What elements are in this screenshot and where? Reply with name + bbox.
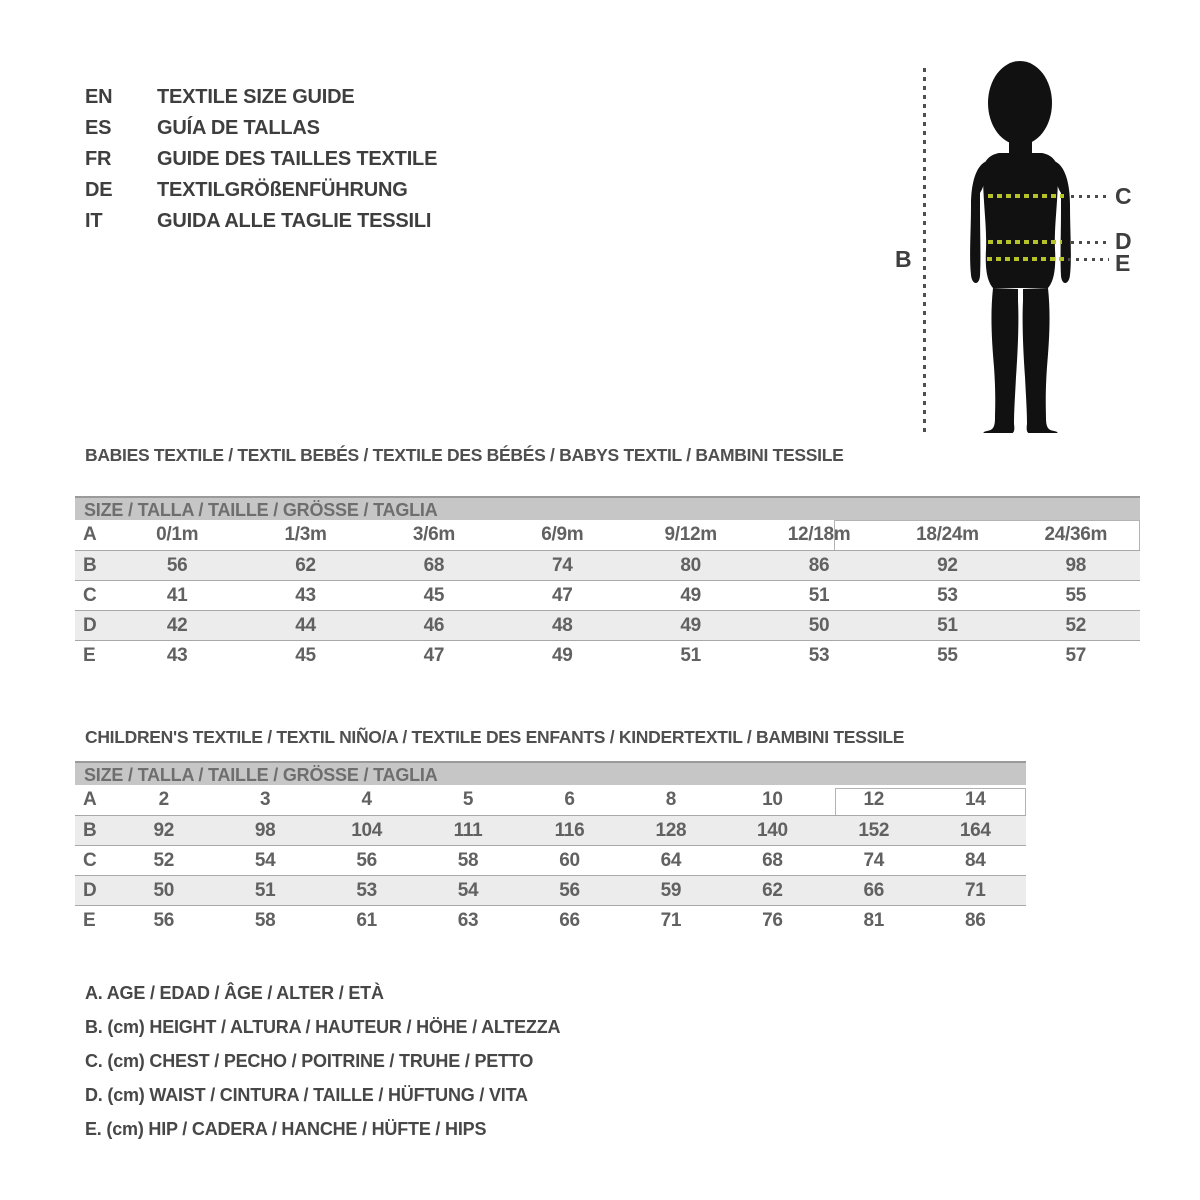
legend-hip: E. (cm) HIP / CADERA / HANCHE / HÜFTE / HIPS: [85, 1119, 487, 1139]
height-label: B: [895, 246, 912, 272]
size-value: 8: [665, 789, 677, 810]
size-value: 51: [254, 880, 276, 901]
chest-measure-line: [988, 194, 1064, 198]
size-value: 60: [559, 850, 580, 871]
size-table-row-D: [75, 610, 1140, 640]
hip-label: E: [1115, 250, 1131, 276]
row-label: A: [83, 789, 97, 810]
size-value: 49: [680, 585, 701, 606]
children-size-table: [75, 761, 1026, 935]
size-value: 66: [559, 910, 580, 931]
size-value: 10: [762, 789, 783, 810]
babies-table-rows: [75, 520, 1140, 670]
size-value: 14: [964, 789, 986, 810]
size-value: 58: [254, 910, 276, 931]
size-value: 62: [762, 880, 783, 901]
language-code: FR: [85, 148, 112, 170]
children-section-title: CHILDREN'S TEXTILE / TEXTIL NIÑO/A / TEXTILE DES ENFANTS / KINDERTEXTIL / BAMBINI TESSILE: [85, 727, 905, 747]
size-value: 3/6m: [412, 524, 455, 545]
size-table-header: SIZE / TALLA / TAILLE / GRÖSSE / TAGLIA: [75, 496, 1140, 520]
size-value: 1/3m: [284, 524, 327, 545]
language-row-es: [85, 113, 437, 144]
size-value: 55: [937, 645, 958, 666]
row-label: A: [83, 524, 97, 545]
size-value: 76: [762, 910, 783, 931]
size-value: 61: [356, 910, 377, 931]
size-value: 48: [552, 615, 573, 636]
row-label: C: [83, 850, 97, 871]
language-code: EN: [85, 86, 113, 108]
size-value: 42: [166, 615, 188, 636]
size-table-row-B: [75, 815, 1026, 845]
guide-title-it: GUIDA ALLE TAGLIE TESSILI: [157, 210, 432, 232]
size-table-row-B: [75, 550, 1140, 580]
size-table-row-A: [75, 520, 1140, 550]
legend-height: B. (cm) HEIGHT / ALTURA / HAUTEUR / HÖHE / ALTEZZA: [85, 1017, 561, 1037]
size-value: 86: [808, 555, 830, 576]
size-value: 6/9m: [541, 524, 584, 545]
size-value: 71: [964, 880, 986, 901]
size-table-row-C: [75, 580, 1140, 610]
size-value: 46: [423, 615, 445, 636]
waist-measure-line: [988, 240, 1062, 244]
language-code: DE: [85, 179, 113, 201]
size-value: 49: [552, 645, 573, 666]
babies-section-title: BABIES TEXTILE / TEXTIL BEBÉS / TEXTILE DES BÉBÉS / BABYS TEXTIL / BAMBINI TESSILE: [85, 445, 844, 465]
size-value: 3: [260, 789, 271, 810]
size-value: 62: [295, 555, 316, 576]
legend-chest: C. (cm) CHEST / PECHO / POITRINE / TRUHE / PETTO: [85, 1051, 534, 1071]
size-value: 18/24m: [916, 524, 979, 545]
size-value: 47: [423, 645, 445, 666]
size-value: 111: [453, 820, 483, 841]
size-value: 44: [295, 615, 316, 636]
children-table-rows: [75, 785, 1026, 935]
guide-title-fr: GUIDE DES TAILLES TEXTILE: [157, 148, 438, 170]
hip-leader-line: [1068, 258, 1109, 261]
size-value: 55: [1065, 585, 1087, 606]
size-value: 9/12m: [664, 524, 717, 545]
waist-label: D: [1115, 228, 1132, 254]
size-value: 56: [153, 910, 174, 931]
legend-age: A. AGE / EDAD / ÂGE / ALTER / ETÀ: [85, 983, 384, 1003]
guide-title-es: GUÍA DE TALLAS: [157, 117, 320, 139]
size-value: 81: [863, 910, 885, 931]
language-row-en: [85, 82, 437, 113]
size-value: 49: [680, 615, 701, 636]
size-value: 45: [295, 645, 316, 666]
language-code: IT: [85, 210, 103, 232]
size-value: 12/18m: [787, 524, 851, 545]
babies-size-table: [75, 496, 1140, 670]
size-table-row-E: [75, 905, 1026, 935]
size-value: 0/1m: [156, 524, 199, 545]
size-value: 51: [680, 645, 701, 666]
size-table-row-C: [75, 845, 1026, 875]
language-list: [85, 82, 437, 237]
size-value: 52: [1065, 615, 1087, 636]
size-value: 98: [254, 820, 276, 841]
size-value: 54: [457, 880, 479, 901]
size-value: 53: [356, 880, 377, 901]
child-silhouette-icon: [963, 61, 1085, 433]
size-value: 58: [457, 850, 479, 871]
size-value: 68: [423, 555, 445, 576]
chest-label: C: [1115, 183, 1132, 209]
size-value: 63: [457, 910, 479, 931]
size-value: 2: [158, 789, 169, 810]
size-value: 24/36m: [1044, 524, 1108, 545]
legend-waist: D. (cm) WAIST / CINTURA / TAILLE / HÜFTUNG / VITA: [85, 1085, 528, 1105]
size-value: 68: [762, 850, 783, 871]
size-value: 80: [680, 555, 701, 576]
size-value: 54: [254, 850, 276, 871]
size-value: 116: [554, 820, 585, 841]
size-value: 71: [660, 910, 682, 931]
size-value: 74: [552, 555, 573, 576]
size-value: 50: [153, 880, 174, 901]
size-table-row-A: [75, 785, 1026, 815]
size-value: 92: [937, 555, 958, 576]
language-code: ES: [85, 117, 112, 139]
size-value: 59: [660, 880, 682, 901]
size-table-row-D: [75, 875, 1026, 905]
row-label: B: [83, 820, 97, 841]
size-value: 45: [423, 585, 445, 606]
size-value: 86: [964, 910, 986, 931]
size-value: 164: [959, 820, 991, 841]
size-value: 152: [858, 820, 890, 841]
size-value: 5: [462, 789, 474, 810]
size-value: 6: [564, 789, 575, 810]
size-value: 98: [1065, 555, 1087, 576]
guide-title-de: TEXTILGRÖßENFÜHRUNG: [157, 179, 408, 201]
size-value: 53: [937, 585, 958, 606]
size-value: 56: [356, 850, 377, 871]
language-row-de: [85, 175, 437, 206]
size-value: 104: [351, 820, 382, 841]
row-label: D: [83, 880, 97, 901]
size-value: 43: [166, 645, 188, 666]
size-value: 41: [166, 585, 188, 606]
size-value: 56: [559, 880, 580, 901]
row-label: D: [83, 615, 97, 636]
chest-leader-line: [1071, 195, 1109, 198]
hip-measure-line: [987, 257, 1064, 261]
size-value: 4: [361, 789, 372, 810]
size-value: 50: [808, 615, 830, 636]
language-row-it: [85, 206, 437, 237]
size-value: 57: [1065, 645, 1087, 666]
size-value: 47: [552, 585, 573, 606]
size-value: 56: [166, 555, 188, 576]
size-value: 128: [655, 820, 687, 841]
size-value: 43: [295, 585, 316, 606]
size-value: 74: [863, 850, 885, 871]
size-table-row-E: [75, 640, 1140, 670]
row-label: E: [83, 910, 96, 931]
size-value: 51: [937, 615, 958, 636]
size-value: 53: [808, 645, 830, 666]
language-row-fr: [85, 144, 437, 175]
size-value: 52: [153, 850, 174, 871]
size-value: 66: [863, 880, 885, 901]
size-value: 84: [964, 850, 986, 871]
size-value: 12: [863, 789, 885, 810]
size-value: 140: [756, 820, 788, 841]
height-measure-line: [923, 68, 926, 432]
size-value: 64: [660, 850, 682, 871]
guide-title-en: TEXTILE SIZE GUIDE: [157, 86, 355, 108]
size-value: 51: [808, 585, 830, 606]
row-label: C: [83, 585, 97, 606]
row-label: B: [83, 555, 97, 576]
row-label: E: [83, 645, 96, 666]
size-value: 92: [153, 820, 174, 841]
waist-leader-line: [1071, 241, 1109, 244]
size-table-header: SIZE / TALLA / TAILLE / GRÖSSE / TAGLIA: [75, 761, 1026, 785]
measurement-legend: [85, 976, 560, 1146]
